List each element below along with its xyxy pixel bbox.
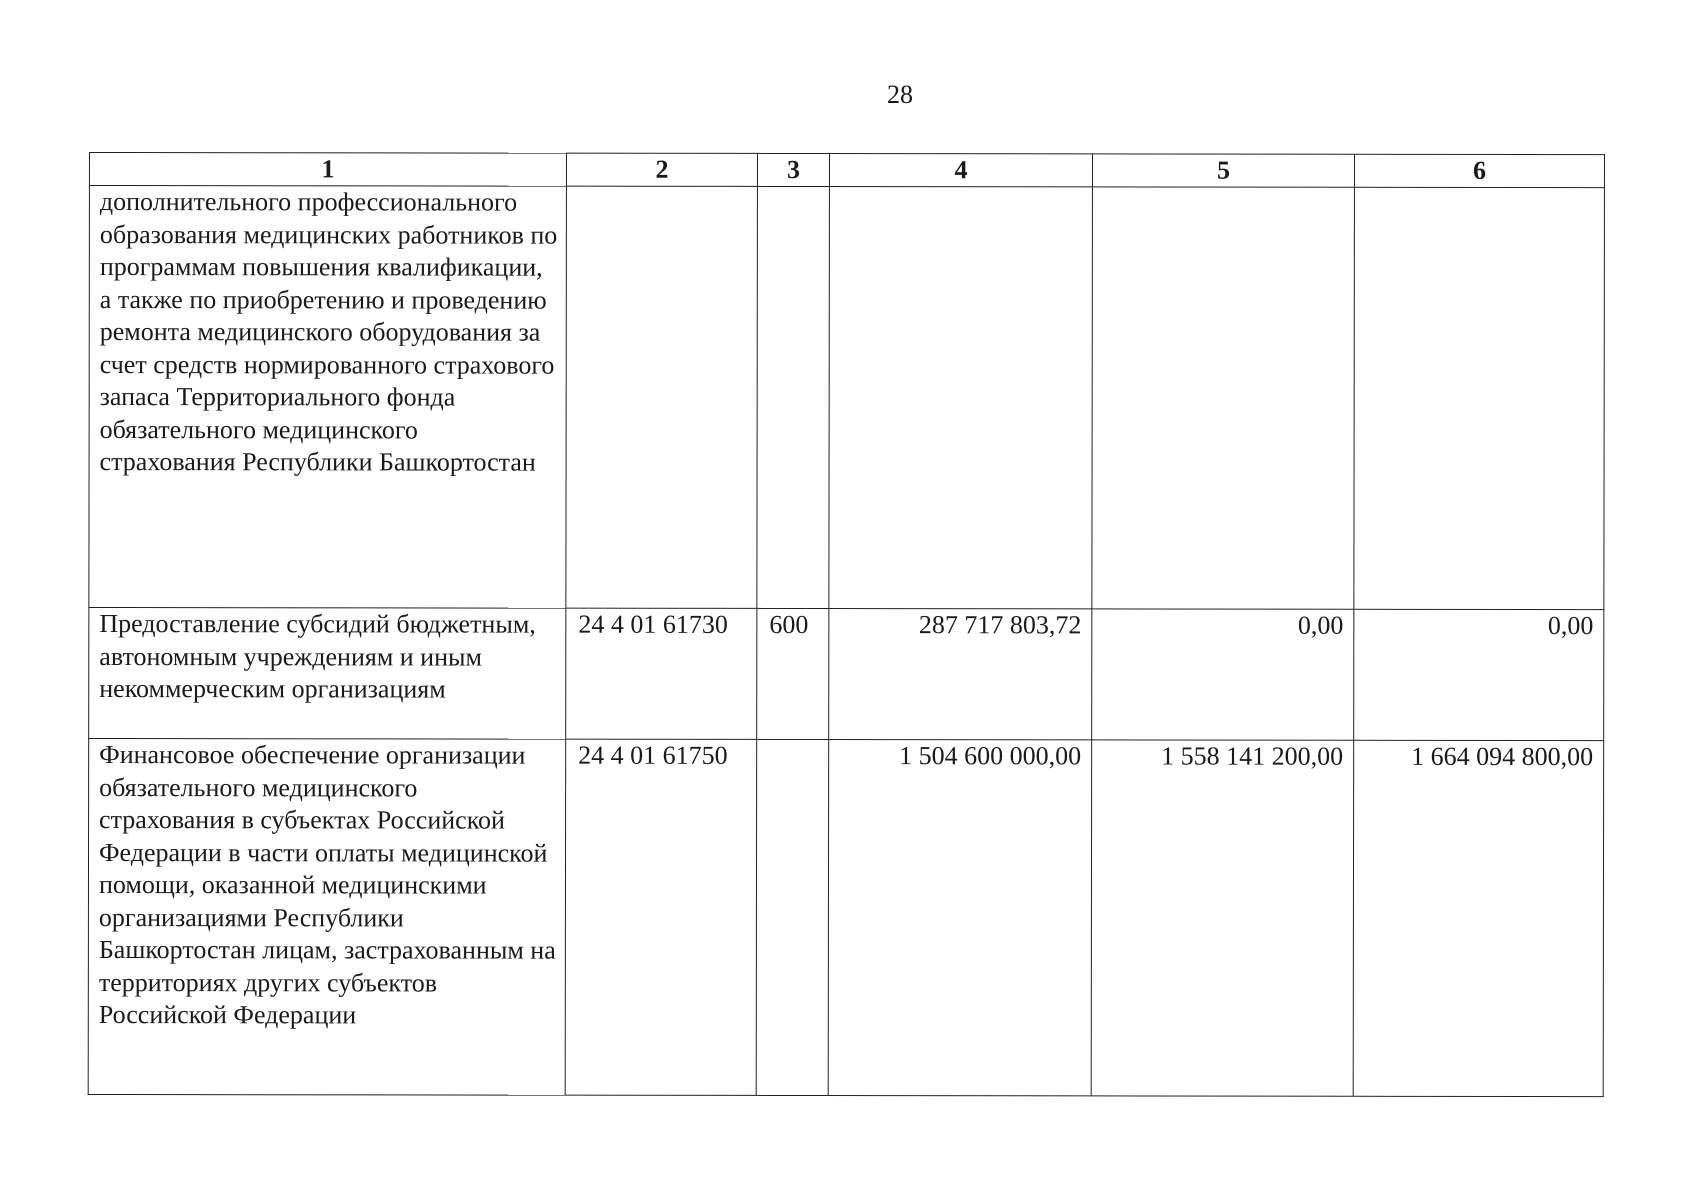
row-code [566, 186, 758, 608]
row-amount-6: 0,00 [1354, 609, 1604, 740]
row-amount-4 [829, 187, 1093, 609]
row-amount-5: 0,00 [1092, 609, 1354, 740]
column-header-5: 5 [1092, 154, 1354, 187]
row-amount-6 [1354, 187, 1605, 609]
row-type [756, 739, 828, 1095]
budget-table [88, 152, 1605, 1097]
row-amount-5: 1 558 141 200,00 [1091, 740, 1353, 1096]
row-type: 600 [757, 608, 829, 739]
column-header-3: 3 [757, 153, 829, 186]
column-header-4: 4 [829, 154, 1092, 187]
table-row [89, 186, 1605, 610]
column-header-6: 6 [1354, 154, 1604, 187]
row-name: дополнительного профессионального образования медицинских работников по программам повышения квалификации, а также по приобретению и проведению ремонта медицинского оборудования за счет средств нормированного страхового запаса Территориального фонда обязательного медицинского страхования Республики Башкортостан [89, 186, 567, 609]
table-row [88, 739, 1603, 1097]
row-amount-4: 287 717 803,72 [829, 609, 1092, 740]
row-amount-4: 1 504 600 000,00 [828, 740, 1091, 1096]
row-name: Финансовое обеспечение организации обязательного медицинского страхования в субъектах Российской Федерации в части оплаты медицинской помощи, оказанной медицинскими организациями Республики Башкортостан лицам, застрахованным на территориях других субъектов Российской Федерации [88, 739, 565, 1096]
column-header-1: 1 [89, 153, 566, 187]
row-amount-6: 1 664 094 800,00 [1353, 740, 1603, 1096]
table-header-row [89, 153, 1604, 188]
row-type [757, 186, 830, 608]
column-header-2: 2 [566, 153, 757, 186]
row-code: 24 4 01 61730 [566, 608, 757, 739]
row-code: 24 4 01 61750 [565, 739, 756, 1095]
page-number: 28 [887, 80, 913, 109]
row-name: Предоставление субсидий бюджетным, автономным учреждениям и иным некоммерческим организациям [89, 608, 566, 740]
row-amount-5 [1092, 187, 1355, 609]
table-row [89, 608, 1604, 741]
